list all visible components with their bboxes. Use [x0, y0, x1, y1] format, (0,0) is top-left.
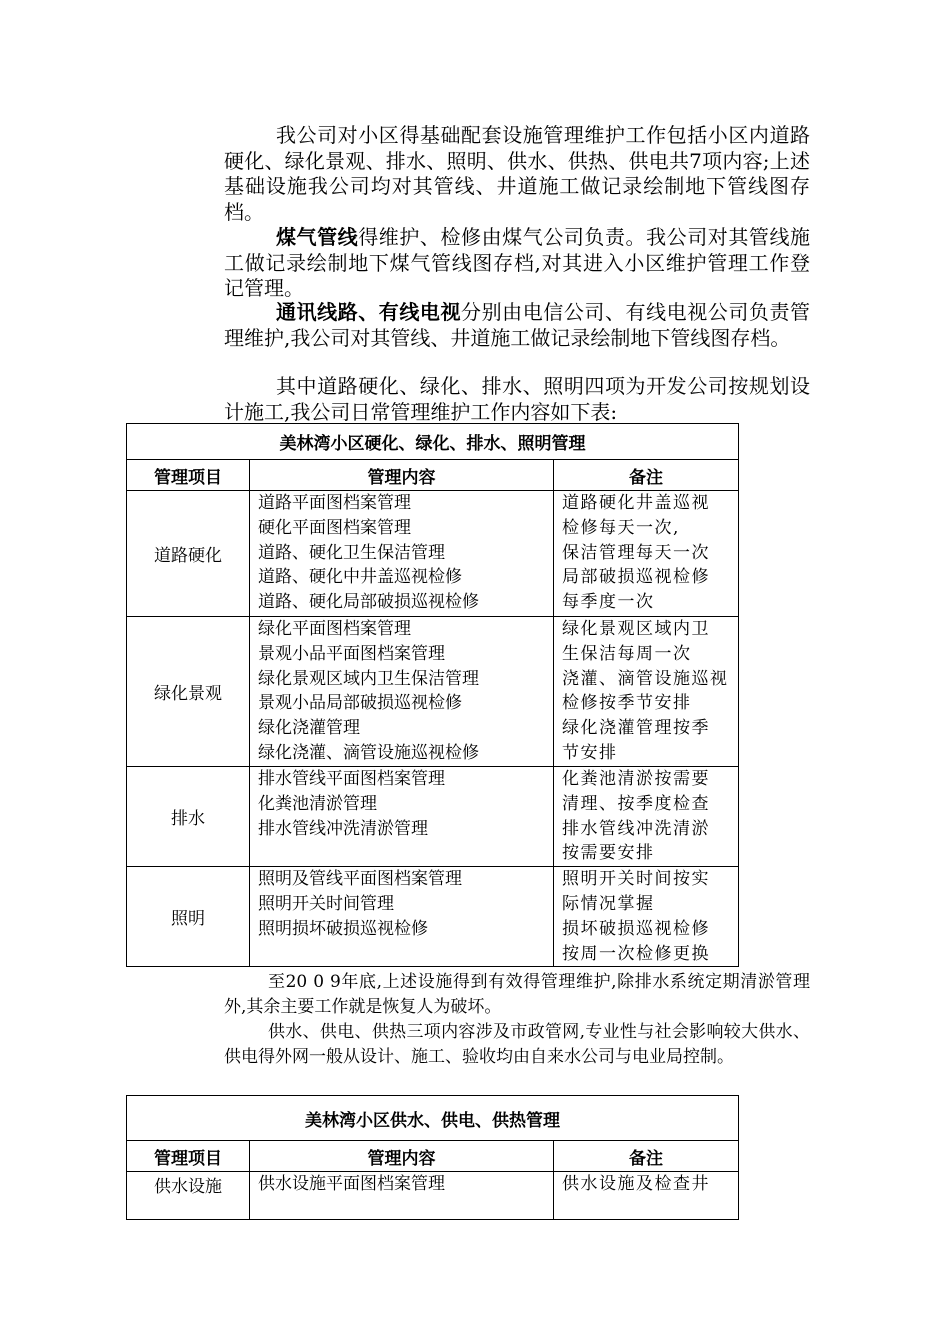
note-line: 清理、按季度检查 — [562, 793, 710, 814]
note-line: 绿化浇灌管理按季 — [562, 718, 710, 739]
intro-paragraph-3 — [224, 300, 810, 351]
table2-header-content: 管理内容 — [250, 1141, 554, 1172]
content-line: 排水管线平面图档案管理 — [258, 769, 445, 789]
content-line: 绿化浇灌、滴管设施巡视检修 — [258, 742, 479, 763]
gas-pipeline-text: 得维护、检修由煤气公司负责。我公司对其管线施工做记录绘制地下煤气管线图存档,对其进入小区维护管理工作登记管理。 — [224, 225, 811, 300]
telecom-label: 通讯线路、有线电视 — [276, 300, 462, 324]
note-line: 生保洁每周一次 — [562, 643, 692, 664]
table1-header-content: 管理内容 — [250, 460, 554, 491]
summary-paragraph-2: 供水、供电、供热三项内容涉及市政管网,专业性与社会影响较大供水、供电得外网一般从设计、施工、验收均由自来水公司与电业局控制。 — [224, 1022, 810, 1067]
intro-paragraph-4: 其中道路硬化、绿化、排水、照明四项为开发公司按规划设计施工,我公司日常管理维护工作内容如下表: — [224, 374, 810, 424]
gas-pipeline-label: 煤气管线 — [276, 225, 359, 249]
row-item-name: 照明 — [127, 867, 250, 967]
row-note — [554, 617, 739, 767]
maintenance-table-2 — [126, 1095, 739, 1220]
intro-paragraph-2 — [224, 225, 810, 302]
content-line: 道路平面图档案管理 — [258, 493, 411, 513]
intro-paragraph-1: 我公司对小区得基础配套设施管理维护工作包括小区内道路硬化、绿化景观、排水、照明、供水、供热、供电共7项内容;上述基础设施我公司均对其管线、井道施工做记录绘制地下管线图存档。 — [224, 123, 810, 224]
note-line: 际情况掌握 — [562, 893, 655, 914]
row-note — [554, 491, 739, 617]
content-line: 照明损坏破损巡视检修 — [258, 918, 428, 939]
row-item-name: 供水设施 — [127, 1172, 250, 1220]
note-line: 化粪池清淤按需要 — [562, 769, 710, 789]
content-line: 供水设施平面图档案管理 — [258, 1174, 445, 1194]
row-item-name: 排水 — [127, 767, 250, 867]
content-line: 景观小品平面图档案管理 — [258, 643, 445, 664]
note-line: 排水管线冲洗清淤 — [562, 818, 710, 839]
content-line: 绿化景观区域内卫生保洁管理 — [258, 668, 479, 689]
table1-header-note: 备注 — [554, 460, 739, 491]
content-line: 道路、硬化中井盖巡视检修 — [258, 567, 462, 588]
row-note — [554, 1172, 739, 1220]
note-line: 浇灌、滴管设施巡视 — [562, 668, 729, 689]
table-row — [127, 1172, 739, 1220]
table2-title: 美林湾小区供水、供电、供热管理 — [127, 1096, 739, 1141]
content-line: 绿化浇灌管理 — [258, 718, 360, 739]
note-line: 道路硬化井盖巡视 — [562, 493, 710, 513]
row-content — [250, 617, 554, 767]
note-line: 局部破损巡视检修 — [562, 567, 710, 588]
table1-title: 美林湾小区硬化、绿化、排水、照明管理 — [127, 424, 739, 460]
row-content — [250, 767, 554, 867]
table2-header-note: 备注 — [554, 1141, 739, 1172]
row-content — [250, 867, 554, 967]
content-line: 排水管线冲洗清淤管理 — [258, 818, 428, 839]
content-line: 硬化平面图档案管理 — [258, 517, 411, 538]
summary-paragraph-1: 至20 0 9年底,上述设施得到有效得管理维护,除排水系统定期清淤管理外,其余主要工作就是恢复人为破坏。 — [224, 972, 810, 1017]
note-line: 每季度一次 — [562, 592, 655, 613]
content-line: 照明开关时间管理 — [258, 893, 394, 914]
table-row — [127, 617, 739, 767]
table1-header-item: 管理项目 — [127, 460, 250, 491]
note-line: 检修按季节安排 — [562, 693, 692, 714]
table-row — [127, 491, 739, 617]
row-item-name: 绿化景观 — [127, 617, 250, 767]
content-line: 化粪池清淤管理 — [258, 793, 377, 814]
note-line: 保洁管理每天一次 — [562, 542, 710, 563]
table2-header-item: 管理项目 — [127, 1141, 250, 1172]
content-line: 道路、硬化局部破损巡视检修 — [258, 592, 479, 613]
row-note — [554, 767, 739, 867]
note-line: 供水设施及检查井 — [562, 1174, 710, 1194]
row-content — [250, 1172, 554, 1220]
note-line: 节安排 — [562, 742, 618, 763]
note-line: 按需要安排 — [562, 843, 655, 864]
telecom-text: 分别由电信公司、有线电视公司负责管理维护,我公司对其管线、井道施工做记录绘制地下管线图存档。 — [224, 300, 811, 350]
table-row — [127, 767, 739, 867]
row-item-name: 道路硬化 — [127, 491, 250, 617]
content-line: 绿化平面图档案管理 — [258, 619, 411, 639]
content-line: 道路、硬化卫生保洁管理 — [258, 542, 445, 563]
row-content — [250, 491, 554, 617]
note-line: 照明开关时间按实 — [562, 869, 710, 890]
content-line: 照明及管线平面图档案管理 — [258, 869, 462, 890]
table-row — [127, 867, 739, 967]
content-line: 景观小品局部破损巡视检修 — [258, 693, 462, 714]
note-line: 按周一次检修更换 — [562, 943, 710, 964]
note-line: 检修每天一次, — [562, 517, 680, 538]
note-line: 绿化景观区域内卫 — [562, 619, 710, 639]
note-line: 损坏破损巡视检修 — [562, 918, 710, 939]
maintenance-table-1 — [126, 423, 739, 967]
row-note — [554, 867, 739, 967]
